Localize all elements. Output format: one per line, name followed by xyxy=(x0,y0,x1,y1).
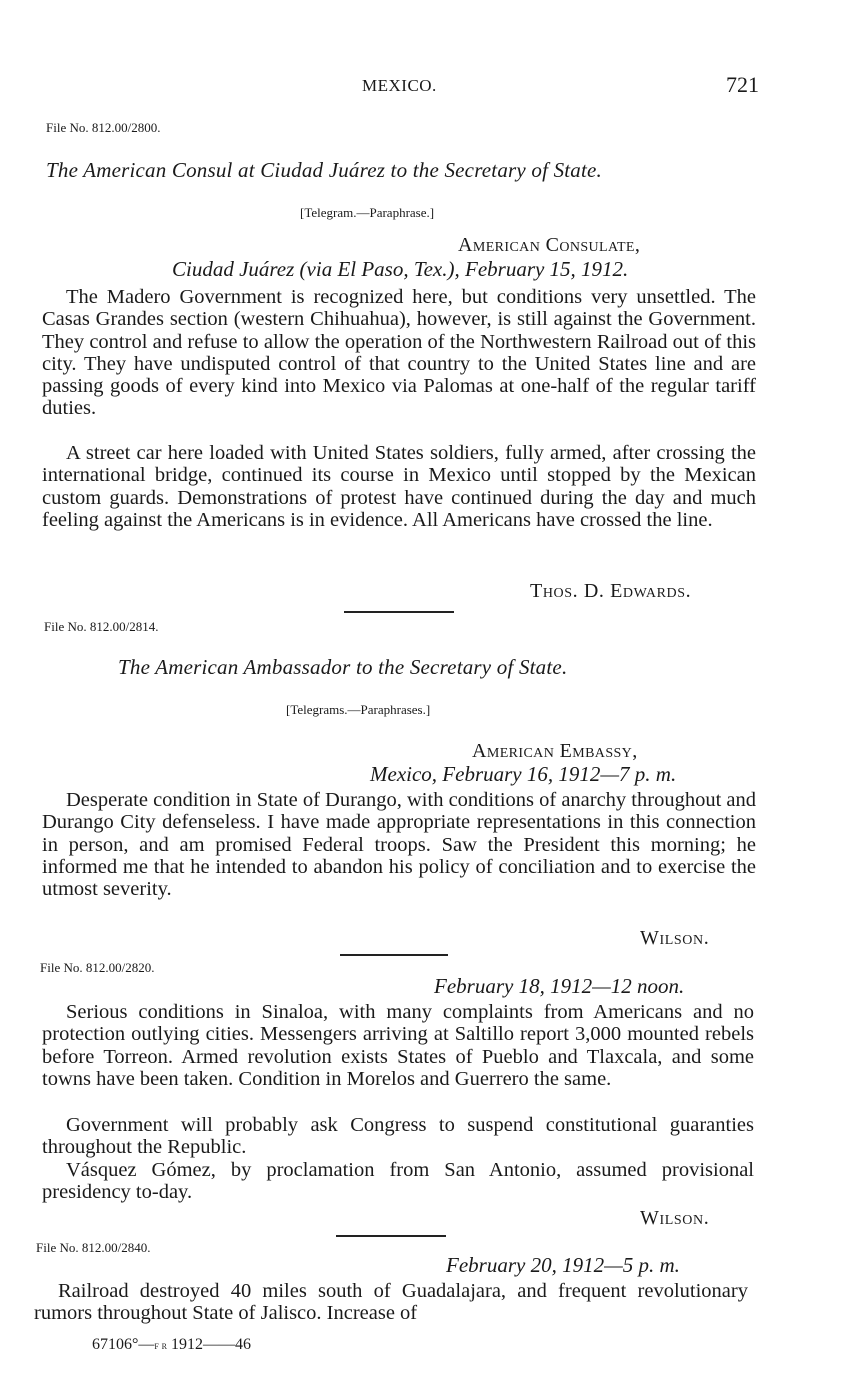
running-head: MEXICO. xyxy=(362,76,437,95)
file-number: File No. 812.00/2814. xyxy=(44,619,159,634)
signature: Thos. D. Edwards. xyxy=(530,580,692,602)
body-paragraph: A street car here loaded with United States soldiers, fully armed, after crossing the international bridge, continued its course in Mexico until stopped by the Mexican custom guards. Demonstrations of protest have continued during the day and much feeling against the Americans is in evidence. All Americans have crossed the line. xyxy=(42,442,756,531)
file-number: File No. 812.00/2840. xyxy=(36,1240,151,1255)
body-paragraph: Serious conditions in Sinaloa, with many complaints from Americans and no protection outlying cities. Messengers arriving at Saltillo report 3,000 mounted rebels before Torreon. Armed revolution exists States of Pueblo and Tlaxcala, and some towns have been taken. Condition in Morelos and Guerrero the same. xyxy=(42,1001,754,1090)
body-paragraph: Railroad destroyed 40 miles south of Guadalajara, and frequent revolutionary rumors throughout State of Jalisco. Increase of xyxy=(34,1280,748,1325)
sender-location: American Embassy, xyxy=(472,740,638,762)
file-number: File No. 812.00/2820. xyxy=(40,960,155,975)
body-paragraph: Vásquez Gómez, by proclamation from San Antonio, assumed provisional presidency to-day. xyxy=(42,1159,754,1204)
section-divider xyxy=(340,954,448,956)
imprint-part: 1912——46 xyxy=(166,1336,251,1353)
page-number: 721 xyxy=(726,72,759,97)
document-title: The American Ambassador to the Secretary of State. xyxy=(118,655,568,679)
signature: Wilson. xyxy=(640,927,710,949)
imprint-part: f r xyxy=(154,1340,167,1352)
dateline: Mexico, February 16, 1912—7 p. m. xyxy=(370,762,677,786)
sender-location: American Consulate, xyxy=(458,234,641,256)
body-paragraph: The Madero Government is recognized here, but conditions very unsettled. The Casas Grandes section (western Chihuahua), however, is still against the Government. They control and refuse to allow the operation of the Northwestern Railroad out of this city. They have undisputed control of that country to the United States line and are passing goods of every kind into Mexico via Palomas at one-half of the regular tariff duties. xyxy=(42,286,756,420)
section-divider xyxy=(336,1235,446,1237)
body-paragraph: Desperate condition in State of Durango, with conditions of anarchy throughout and Durango City defenseless. I have made appropriate representations in this connection in person, and am promised Federal troops. Saw the President this morning; he informed me that he intended to abandon his policy of conciliation and to exercise the utmost severity. xyxy=(42,789,757,901)
imprint-part: 67106°— xyxy=(92,1336,155,1353)
document-title: The American Consul at Ciudad Juárez to the Secretary of State. xyxy=(46,158,603,182)
dateline: February 18, 1912—12 noon. xyxy=(434,974,685,998)
dateline: February 20, 1912—5 p. m. xyxy=(446,1253,680,1277)
signature: Wilson. xyxy=(640,1207,710,1229)
dateline: Ciudad Juárez (via El Paso, Tex.), February 15, 1912. xyxy=(172,257,629,281)
printer-imprint xyxy=(92,1336,251,1354)
body-paragraph: Government will probably ask Congress to suspend constitutional guaranties throughout the Republic. xyxy=(42,1114,754,1159)
section-divider xyxy=(344,611,454,613)
telegram-note: [Telegram.—Paraphrase.] xyxy=(300,205,435,220)
file-number: File No. 812.00/2800. xyxy=(46,120,161,135)
telegram-note: [Telegrams.—Paraphrases.] xyxy=(286,702,431,717)
